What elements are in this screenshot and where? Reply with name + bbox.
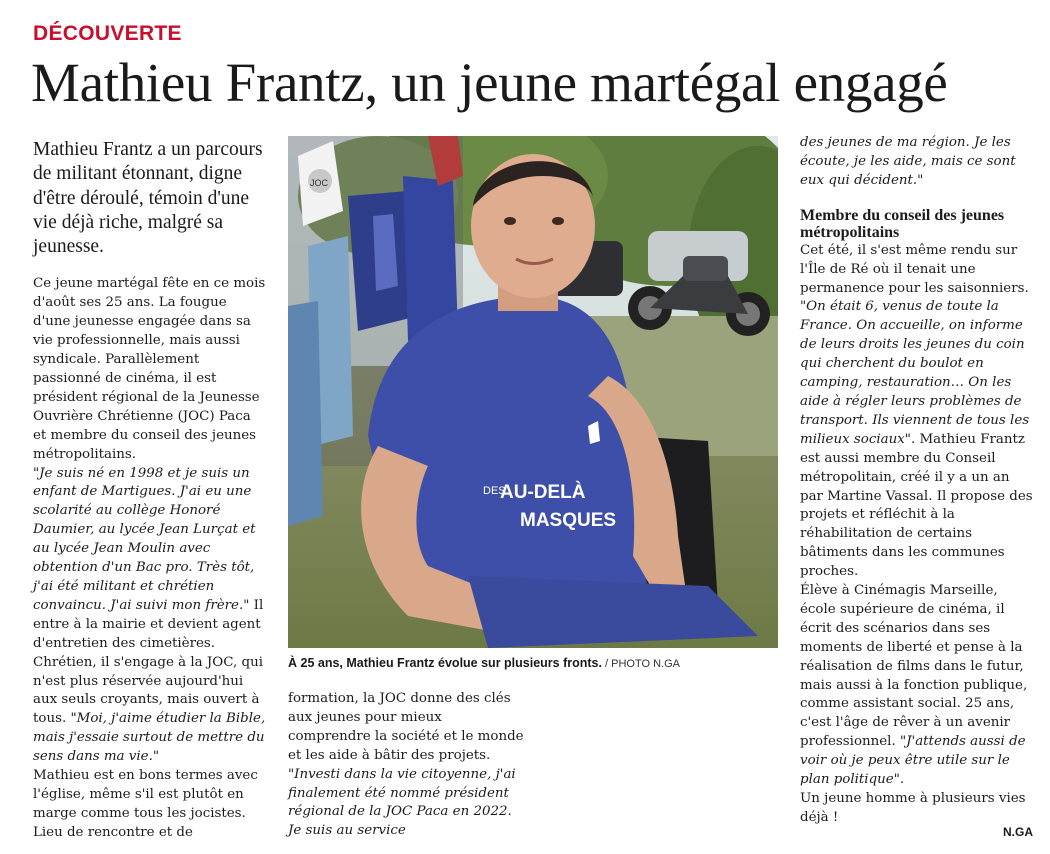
- paragraph: [800, 790, 1034, 828]
- column-2: [288, 690, 526, 841]
- paragraph: [800, 242, 1034, 582]
- closing-line: Un jeune homme à plusieurs vies déjà !: [800, 791, 1026, 825]
- paragraph-text: . Mathieu Frantz est aussi membre du Conseil métropolitain, créé il y a un an par Martine Vassal. Il propose des projets et réfléchit à la réhabilitation de certains bâtiments dans les communes proches.: [800, 431, 1033, 580]
- headline: Mathieu Frantz, un jeune martégal engagé: [31, 52, 948, 113]
- paragraph: [800, 134, 1034, 191]
- paragraph-text: Il entre à la mairie et devient agent d'entretien des cimetières. Chrétien, il s'engage à la JOC, qui n'est plus réservée aujourd'hui aux seuls croyants, mais ouvert à tous.: [33, 597, 264, 727]
- paragraph-text: Cet été, il s'est même rendu sur l'Île de Ré où il tenait une permanence pour les saisonniers.: [800, 242, 1029, 296]
- photo-caption: [288, 656, 788, 670]
- paragraph-text: Ce jeune martégal fête en ce mois d'août ses 25 ans. La fougue d'une jeunesse engagée dans sa vie professionnelle, mais aussi syndicale. Parallèlement passionné de cinéma, il est président régional de la Jeunesse Ouvrière Chrétienne (JOC) Paca et membre du conseil des jeunes métropolitains.: [33, 276, 266, 462]
- paragraph-text: Élève à Cinémagis Marseille, école supérieure de cinéma, il écrit des scénarios dans ses moments de liberté et pense à la réalisation de films dans le futur, mais aussi à la fonction publique, comme assistant social. 25 ans, c'est l'âge de rêver à un avenir professionnel.: [800, 583, 1028, 750]
- shirt-text-1: AU-DELÀ: [500, 482, 586, 503]
- flag-label: JOC: [310, 178, 328, 188]
- quote: "On était 6, venus de toute la France. On accueille, on informe de leurs droits les jeunes du coin qui cherchent du boulot en camping, restauration… On les aide à régler leurs problèmes de transport. Ils viennent de tous les milieux sociaux": [800, 299, 1030, 447]
- shirt-text-des: DES: [483, 485, 506, 497]
- quote: "Investi dans la vie citoyenne, j'ai finalement été nommé président régional de la JOC Paca en 2022. Je suis au service: [288, 766, 516, 839]
- quote: "Je suis né en 1998 et je suis un enfant de Martigues. J'ai eu une scolarité au collège Honoré Daumier, au lycée Jean Lurçat et au lycée Jean Moulin avec obtention d'un Bac pro. Très tôt, j'ai été militant et chrétien convaincu. J'ai suivi mon frère.": [33, 465, 256, 613]
- quote: "J'attends aussi de voir où je peux être utile sur le plan politique": [800, 734, 1026, 788]
- quote: "Moi, j'aime étudier la Bible, mais j'essaie surtout de mettre du sens dans ma vie.": [33, 711, 266, 765]
- byline: N.GA: [1003, 825, 1033, 839]
- paragraph-text: Mathieu est en bons termes avec l'église, même s'il est plutôt en marge comme tous les jocistes. Lieu de rencontre et de: [33, 768, 258, 840]
- chapo: Mathieu Frantz a un parcours de militant étonnant, digne d'être déroulé, témoin d'une vie déjà riche, malgré sa jeunesse.: [33, 139, 263, 258]
- column-3: [800, 134, 1034, 828]
- paragraph: [33, 275, 267, 464]
- paragraph: [33, 465, 267, 768]
- caption-text: À 25 ans, Mathieu Frantz évolue sur plusieurs fronts.: [288, 656, 602, 670]
- shirt-text-2: MASQUES: [520, 510, 617, 531]
- article-photo: [288, 136, 778, 648]
- quote: des jeunes de ma région. Je les écoute, je les aide, mais ce sont eux qui décident.": [800, 135, 1016, 188]
- paragraph-text: .: [899, 772, 905, 788]
- subheading: Membre du conseil des jeunes métropolitains: [800, 206, 1005, 241]
- photo-credit: / PHOTO N.GA: [601, 658, 680, 670]
- paragraph: [33, 767, 267, 843]
- section-kicker: DÉCOUVERTE: [33, 22, 182, 45]
- column-1: [33, 138, 267, 843]
- paragraph: [800, 582, 1034, 790]
- paragraph: [288, 690, 526, 841]
- paragraph-text: formation, la JOC donne des clés aux jeunes pour mieux comprendre la société et le monde et les aide à bâtir des projets.: [288, 691, 524, 763]
